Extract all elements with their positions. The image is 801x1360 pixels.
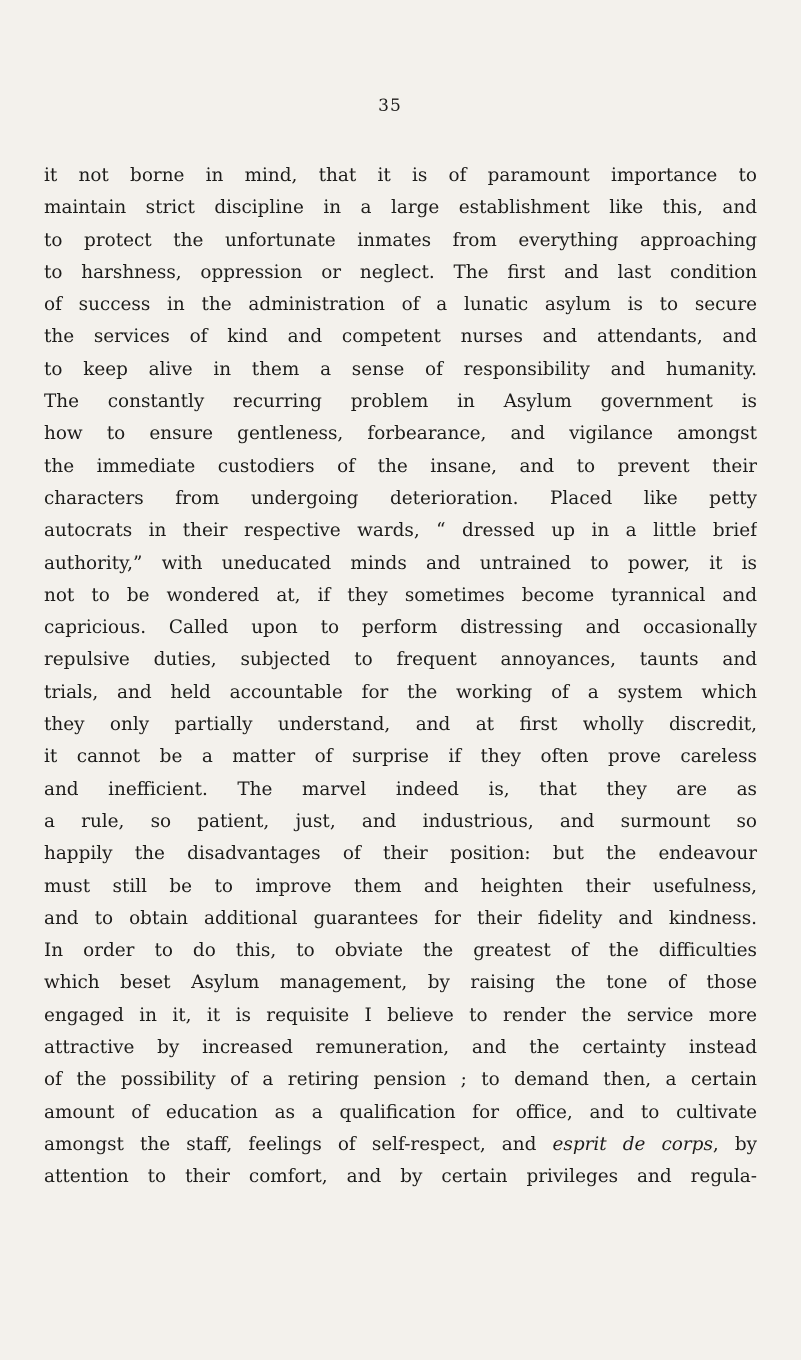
text-line: trials, and held accountable for the working of a system which [44,681,757,703]
text-line: they only partially understand, and at first wholly discredit, [44,714,757,736]
text-line: amount of education as a qualification for office, and to cultivate [44,1101,757,1123]
text-line: it cannot be a matter of surprise if they often prove careless [44,746,757,768]
text-line: attractive by increased remuneration, and the certainty instead [44,1037,757,1059]
text-line: to protect the unfortunate inmates from everything approaching [44,229,757,251]
text-line: the immediate custodiers of the insane, and to prevent their [44,455,757,477]
text-line: capricious. Called upon to perform distressing and occasionally [44,617,757,639]
text-line: not to be wondered at, if they sometimes become tyrannical and [44,584,757,606]
text-line: how to ensure gentleness, forbearance, and vigilance amongst [44,423,757,445]
page-number: 35 [378,96,402,116]
text-line: In order to do this, to obviate the greatest of the difficulties [44,940,757,962]
text-segment: amongst the staff, feelings of self-respect, and [44,1133,537,1155]
text-segment: , by [712,1133,757,1155]
text-line: autocrats in their respective wards, “ dressed up in a little brief [44,520,757,542]
text-line: authority,” with uneducated minds and untrained to power, it is [44,552,757,574]
text-line: engaged in it, it is requisite I believe to render the service more [44,1004,757,1026]
text-line: the services of kind and competent nurses and attendants, and [44,326,757,348]
text-line: to harshness, oppression or neglect. The first and last condition [44,261,757,283]
italic-phrase: esprit de corps [552,1133,713,1155]
text-line: The constantly recurring problem in Asylum government is [44,391,757,413]
text-line: maintain strict discipline in a large establishment like this, and [44,197,757,219]
text-line: which beset Asylum management, by raising the tone of those [44,972,757,994]
text-line: a rule, so patient, just, and industrious, and surmount so [44,810,757,832]
text-line-with-italic [44,1129,757,1161]
text-line: and to obtain additional guarantees for their fidelity and kindness. [44,907,757,929]
text-line: it not borne in mind, that it is of paramount importance to [44,165,757,186]
text-line: of the possibility of a retiring pension ; to demand then, a certain [44,1069,757,1091]
text-line: characters from undergoing deterioration. Placed like petty [44,487,757,509]
text-line: and inefficient. The marvel indeed is, that they are as [44,778,757,800]
text-line: of success in the administration of a lunatic asylum is to secure [44,294,757,316]
text-line: must still be to improve them and heighten their usefulness, [44,875,757,897]
text-line: happily the disadvantages of their position: but the endeavour [44,843,757,865]
text-line: repulsive duties, subjected to frequent annoyances, taunts and [44,649,757,671]
body-text [44,160,757,1194]
text-line: to keep alive in them a sense of responsibility and humanity. [44,358,757,380]
text-line: attention to their comfort, and by certain privileges and regula- [44,1166,757,1188]
